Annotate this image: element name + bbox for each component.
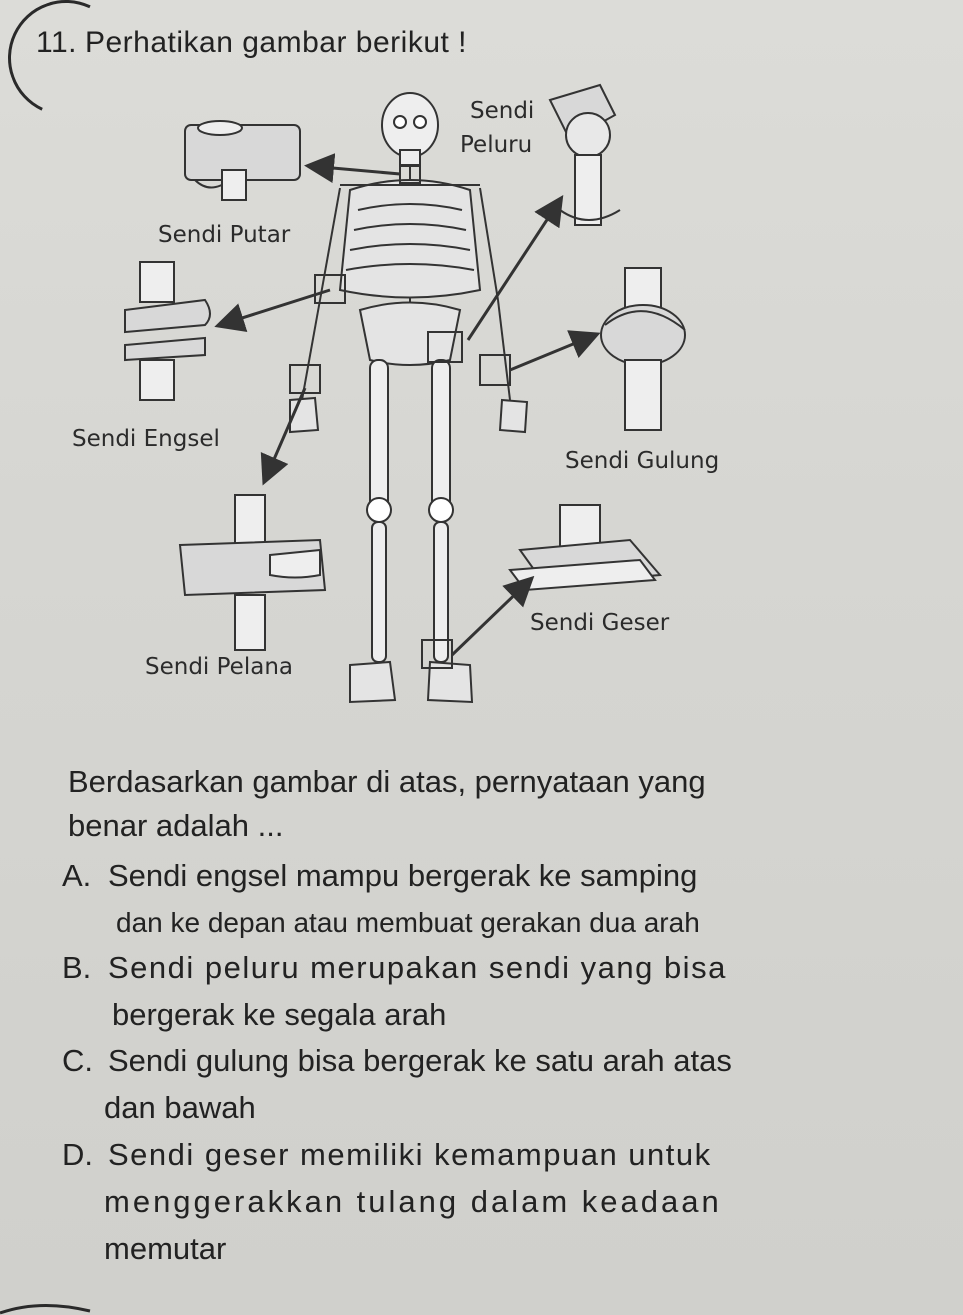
question-stem-line1: Berdasarkan gambar di atas, pernyataan yang <box>68 764 706 799</box>
question-number: 11. <box>36 26 77 59</box>
option-d-line2: menggerakkan tulang dalam keadaan <box>104 1184 722 1219</box>
option-letter: B. <box>62 950 92 985</box>
skeleton-joint-figure <box>40 70 760 730</box>
option-b-line1: Sendi peluru merupakan sendi yang bisa <box>108 950 727 985</box>
label-sendi-gulung: Sendi Gulung <box>565 448 720 474</box>
question-prompt: Perhatikan gambar berikut ! <box>84 26 468 59</box>
sendi-geser-illustration <box>510 505 660 590</box>
sendi-peluru-illustration <box>550 85 620 225</box>
option-c-line1: Sendi gulung bisa bergerak ke satu arah atas <box>108 1043 732 1078</box>
sendi-engsel-illustration <box>125 262 210 400</box>
option-c[interactable] <box>62 1037 892 1131</box>
label-sendi-peluru-line1: Sendi <box>470 98 535 124</box>
label-sendi-peluru-line2: Peluru <box>460 132 533 158</box>
question-header <box>36 26 467 60</box>
option-d[interactable] <box>62 1131 892 1272</box>
skeleton-illustration <box>290 93 527 702</box>
option-letter: C. <box>62 1043 93 1078</box>
option-b[interactable] <box>62 944 892 1038</box>
label-sendi-geser: Sendi Geser <box>530 610 670 636</box>
label-sendi-putar: Sendi Putar <box>158 222 291 248</box>
label-sendi-engsel: Sendi Engsel <box>72 426 220 452</box>
option-a-line1: Sendi engsel mampu bergerak ke samping <box>108 858 698 893</box>
option-letter: A. <box>62 858 92 893</box>
pen-stroke-bottom <box>0 1291 963 1315</box>
option-c-line2: dan bawah <box>104 1090 256 1125</box>
label-sendi-pelana: Sendi Pelana <box>145 654 293 680</box>
option-a-line2: dan ke depan atau membuat gerakan dua arah <box>116 907 700 938</box>
question-stem-line2: benar adalah ... <box>68 808 284 843</box>
sendi-gulung-illustration <box>601 268 685 430</box>
option-d-line1: Sendi geser memiliki kemampuan untuk <box>108 1137 712 1172</box>
option-b-line2: bergerak ke segala arah <box>112 997 447 1032</box>
option-a[interactable] <box>62 852 892 946</box>
sendi-pelana-illustration <box>180 495 325 650</box>
sendi-putar-illustration <box>185 121 300 200</box>
option-letter: D. <box>62 1137 93 1172</box>
question-stem <box>68 760 898 848</box>
option-d-line3: memutar <box>104 1231 227 1266</box>
